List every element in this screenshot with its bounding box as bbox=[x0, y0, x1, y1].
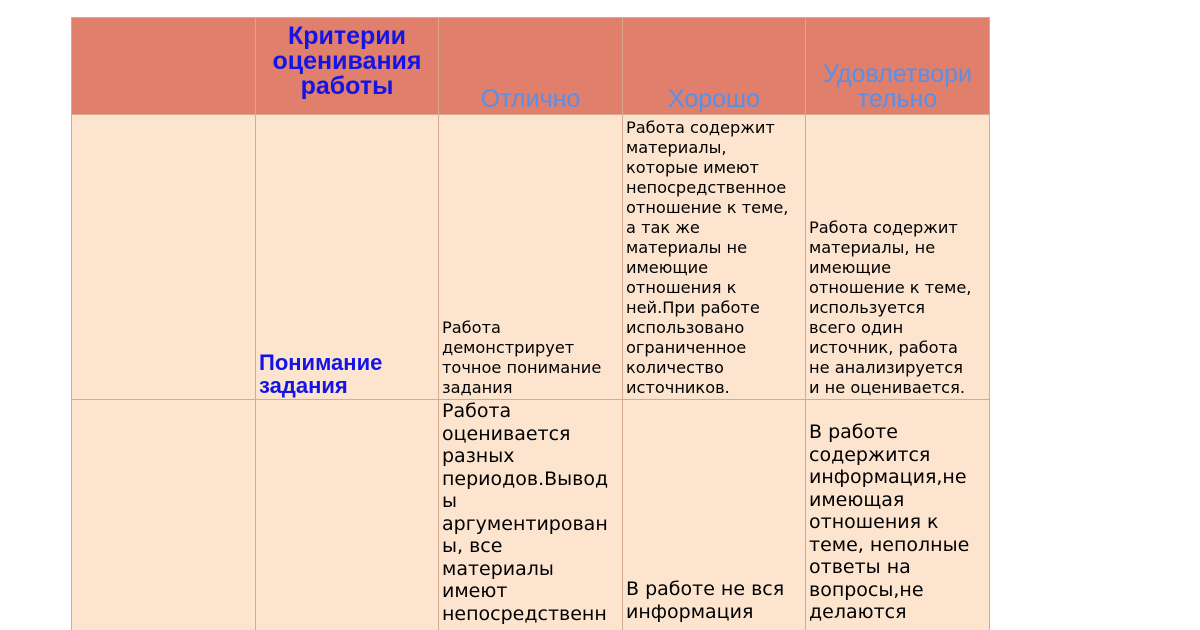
header-excellent-cell bbox=[439, 18, 623, 115]
criterion-label bbox=[259, 400, 435, 402]
assessment-criteria-table bbox=[71, 17, 990, 630]
header-empty-cell bbox=[72, 18, 256, 115]
good-cell bbox=[623, 115, 806, 400]
header-good: Хорошо bbox=[667, 85, 761, 113]
good-cell bbox=[623, 400, 806, 630]
table-row bbox=[72, 115, 990, 400]
excellent-text: Работа оценивается разных периодов.Вывод ы аргументирован ы, все материалы имеют непосредственн bbox=[442, 400, 609, 625]
excellent-cell bbox=[439, 400, 623, 630]
header-satisfactory: Удовлетвори тельно bbox=[822, 60, 972, 113]
table-header-row bbox=[72, 18, 990, 115]
good-text: Работа содержит материалы, которые имеют непосредственное отношение к теме, а так же материалы не имеющие отношения к ней.При работе использовано ограниченное количество источников. bbox=[626, 118, 789, 397]
satisfactory-cell bbox=[806, 115, 990, 400]
header-satisfactory-cell bbox=[806, 18, 990, 115]
header-criteria: Критерии оценивания работы bbox=[272, 22, 422, 100]
row-empty-cell bbox=[72, 115, 256, 400]
row-empty-cell bbox=[72, 400, 256, 630]
satisfactory-text: Работа содержит материалы, не имеющие отношение к теме, используется всего один источник, работа не анализируется и не оценивается. bbox=[809, 218, 972, 397]
criterion-label: Понимание задания bbox=[259, 350, 383, 398]
excellent-cell bbox=[439, 115, 623, 400]
criterion-cell bbox=[256, 400, 439, 630]
excellent-text: Работа демонстрирует точное понимание задания bbox=[442, 318, 602, 397]
header-criteria-cell bbox=[256, 18, 439, 115]
good-text: В работе не вся информация bbox=[626, 578, 785, 623]
criterion-cell bbox=[256, 115, 439, 400]
header-good-cell bbox=[623, 18, 806, 115]
satisfactory-cell bbox=[806, 400, 990, 630]
table-row bbox=[72, 400, 990, 630]
header-excellent: Отлично bbox=[480, 85, 581, 113]
satisfactory-text: В работе содержится информация,не имеющая отношения к теме, неполные ответы на вопросы,не делаются bbox=[809, 421, 970, 623]
